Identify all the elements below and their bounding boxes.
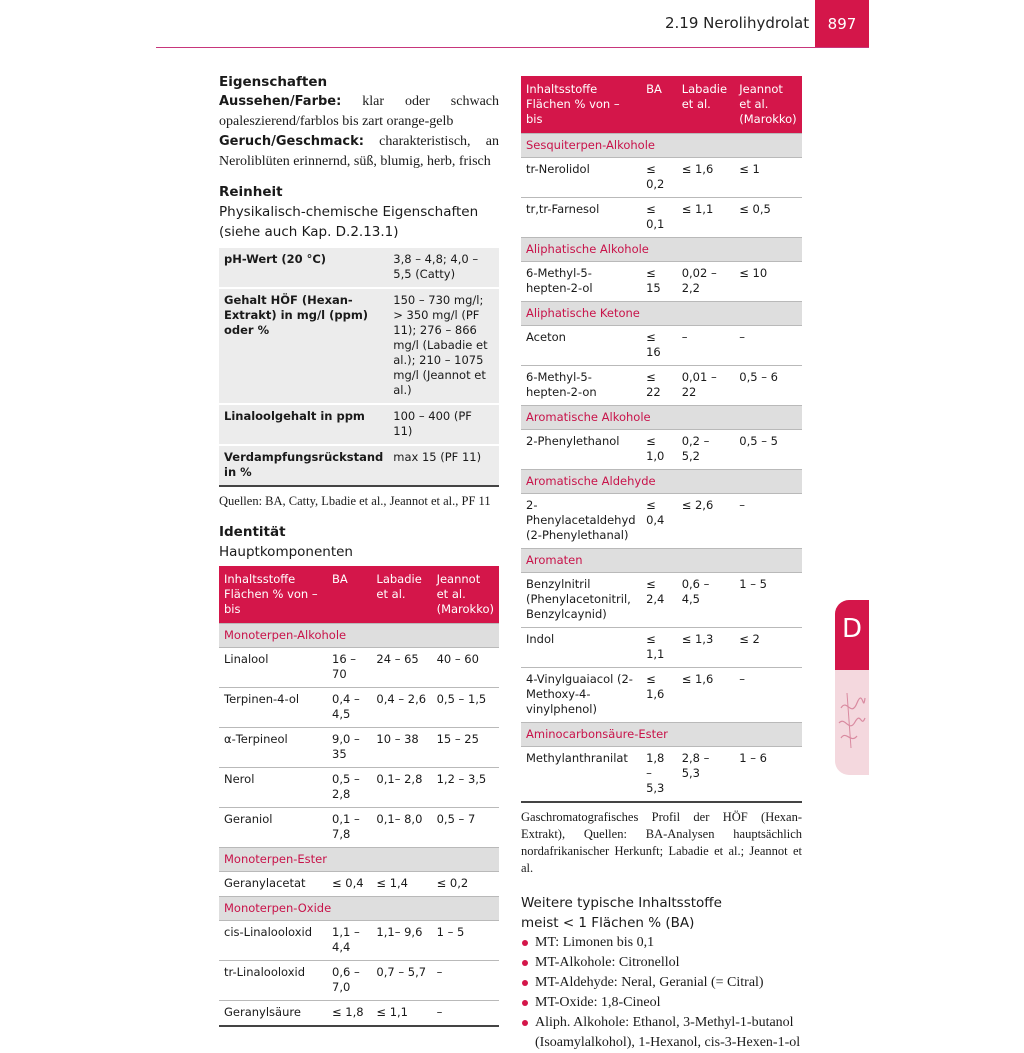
column-header: BA (327, 566, 371, 624)
column-header: Labadie et al. (371, 566, 431, 624)
left-column (219, 72, 499, 1027)
table-row (219, 728, 499, 768)
further-components-list (521, 933, 802, 1053)
section-label: Aromatische Alkohole (521, 406, 802, 430)
component-value: ≤ 1,1 (677, 198, 735, 238)
component-value: 0,2 – 5,2 (677, 430, 735, 470)
component-value: ≤ 1,3 (677, 628, 735, 668)
component-value: 40 – 60 (432, 648, 499, 688)
table-section-row (219, 897, 499, 921)
physico-chemical-table (219, 246, 499, 487)
table-row (521, 198, 802, 238)
table-header-row (521, 76, 802, 134)
table-section-row (521, 470, 802, 494)
component-name: tr-Nerolidol (521, 158, 641, 198)
running-head: 2.19 Nerolihydrolat (665, 14, 810, 32)
component-value: 0,5 – 1,5 (432, 688, 499, 728)
component-value: ≤ 2,6 (677, 494, 735, 549)
table-row (219, 445, 499, 486)
property-label: Gehalt HÖF (Hexan-Extrakt) in mg/l (ppm) oder % (219, 288, 388, 404)
table-row (521, 573, 802, 628)
column-header: Labadie et al. (677, 76, 735, 134)
table-row (219, 247, 499, 288)
component-value: 0,1– 8,0 (371, 808, 431, 848)
table-header-row (219, 566, 499, 624)
table-row (219, 961, 499, 1001)
component-value: – (432, 1001, 499, 1027)
component-value: ≤ 0,2 (641, 158, 677, 198)
list-item (521, 953, 802, 973)
component-name: tr-Linalooloxid (219, 961, 327, 1001)
right-column (521, 76, 802, 1053)
table-row (219, 648, 499, 688)
purity-sources: Quellen: BA, Catty, Lbadie et al., Jeannot et al., PF 11 (219, 494, 491, 508)
column-header: Inhaltsstoffe Flächen % von – bis (521, 76, 641, 134)
component-name: 4-Vinylguaiacol (2-Methoxy-4-vinylphenol) (521, 668, 641, 723)
component-value: 10 – 38 (371, 728, 431, 768)
section-label: Aliphatische Alkohole (521, 238, 802, 262)
bullet-icon (522, 940, 528, 946)
component-name: Indol (521, 628, 641, 668)
page-number: 897 (815, 0, 869, 48)
component-name: Geraniol (219, 808, 327, 848)
handwriting-decoration-icon (837, 678, 867, 768)
component-value: 0,7 – 5,7 (371, 961, 431, 1001)
appearance-paragraph (219, 92, 499, 132)
component-value: 0,5 – 7 (432, 808, 499, 848)
component-value: 1 – 5 (432, 921, 499, 961)
list-item (521, 993, 802, 1013)
property-value: max 15 (PF 11) (388, 445, 499, 486)
component-value: 0,5 – 2,8 (327, 768, 371, 808)
table-section-row (219, 624, 499, 648)
component-value: 0,6 – 4,5 (677, 573, 735, 628)
table-caption: Gaschromatografisches Profil der HÖF (Hexan-Extrakt), Quellen: BA-Analysen hauptsächlich nordafrikanischer Herkunft; Labadie et al.; Jeannot et al. (521, 810, 802, 875)
component-name: 6-Methyl-5-hepten-2-ol (521, 262, 641, 302)
bullet-icon (522, 1020, 528, 1026)
component-value: ≤ 1,4 (371, 872, 431, 897)
component-value: ≤ 10 (734, 262, 802, 302)
component-value: ≤ 1,6 (677, 158, 735, 198)
section-label: Aromaten (521, 549, 802, 573)
table-row (219, 404, 499, 445)
appearance-text: klar oder schwach opaleszierend/farblos bis zart orange-gelb (219, 94, 499, 129)
property-label: pH-Wert (20 °C) (219, 247, 388, 288)
components-table-continued (521, 76, 802, 803)
list-item (521, 933, 802, 953)
component-name: Nerol (219, 768, 327, 808)
component-value: ≤ 0,1 (641, 198, 677, 238)
section-label: Aminocarbonsäure-Ester (521, 723, 802, 747)
column-header: Inhaltsstoffe Flächen % von – bis (219, 566, 327, 624)
component-name: Terpinen-4-ol (219, 688, 327, 728)
physico-chemical-table-body (219, 247, 499, 486)
component-value: 1,1 – 4,4 (327, 921, 371, 961)
component-name: Methylanthranilat (521, 747, 641, 803)
table-row (219, 288, 499, 404)
component-value: ≤ 0,4 (327, 872, 371, 897)
component-value: 24 – 65 (371, 648, 431, 688)
table-row (521, 747, 802, 803)
section-tab-letter: D (841, 614, 863, 644)
identity-subtitle: Hauptkomponenten (219, 544, 353, 560)
table-section-row (219, 848, 499, 872)
component-value: 0,1– 2,8 (371, 768, 431, 808)
table-section-row (521, 238, 802, 262)
section-label: Monoterpen-Oxide (219, 897, 499, 921)
component-value: ≤ 1 (734, 158, 802, 198)
list-item-text: Aliph. Alkohole: Ethanol, 3-Methyl-1-butanol (Isoamylalkohol), 1-Hexanol, cis-3-Hexen-1-ol (535, 1015, 801, 1050)
further-title-line2: meist < 1 Flächen % (BA) (521, 915, 695, 931)
component-name: Benzylnitril (Phenylacetonitril, Benzylcaynid) (521, 573, 641, 628)
list-item (521, 973, 802, 993)
table-section-row (521, 723, 802, 747)
purity-subtitle: Physikalisch-chemische Eigenschaften (siehe auch Kap. D.2.13.1) (219, 204, 479, 240)
header-divider (156, 47, 869, 48)
component-value: ≤ 2,4 (641, 573, 677, 628)
list-item-text: MT: Limonen bis 0,1 (535, 935, 655, 950)
table-row (521, 158, 802, 198)
column-header: Jeannot et al. (Marokko) (734, 76, 802, 134)
table-section-row (521, 549, 802, 573)
section-label: Sesquiterpen-Alkohole (521, 134, 802, 158)
component-name: cis-Linalooloxid (219, 921, 327, 961)
table-row (521, 366, 802, 406)
section-heading-properties: Eigenschaften (219, 74, 328, 90)
component-value: 0,5 – 6 (734, 366, 802, 406)
component-value: ≤ 1,8 (327, 1001, 371, 1027)
list-item-text: MT-Oxide: 1,8-Cineol (535, 995, 661, 1010)
table-row (521, 430, 802, 470)
list-item-text: MT-Alkohole: Citronellol (535, 955, 680, 970)
component-name: Linalool (219, 648, 327, 688)
component-value: ≤ 1,1 (371, 1001, 431, 1027)
odor-label: Geruch/Geschmack: (219, 134, 364, 149)
component-value: 1 – 6 (734, 747, 802, 803)
property-value: 3,8 – 4,8; 4,0 – 5,5 (Catty) (388, 247, 499, 288)
component-value: – (734, 494, 802, 549)
property-value: 100 – 400 (PF 11) (388, 404, 499, 445)
component-value: – (432, 961, 499, 1001)
component-value: – (677, 326, 735, 366)
odor-paragraph (219, 132, 499, 172)
main-components-table-body (219, 566, 499, 1026)
section-heading-purity: Reinheit (219, 184, 283, 200)
table-row (521, 628, 802, 668)
table-row (219, 688, 499, 728)
property-value: 150 – 730 mg/l; > 350 mg/l (PF 11); 276 – 866 mg/l (Labadie et al.); 210 – 1075 mg/l (Jeannot et al.) (388, 288, 499, 404)
section-heading-identity: Identität (219, 524, 286, 540)
component-value: 9,0 – 35 (327, 728, 371, 768)
list-item-text: MT-Aldehyde: Neral, Geranial (= Citral) (535, 975, 764, 990)
component-value: 0,1 – 7,8 (327, 808, 371, 848)
table-row (219, 1001, 499, 1027)
component-value: 2,8 – 5,3 (677, 747, 735, 803)
component-value: ≤ 1,1 (641, 628, 677, 668)
component-value: ≤ 2 (734, 628, 802, 668)
table-row (521, 668, 802, 723)
component-name: Aceton (521, 326, 641, 366)
components-table-continued-body (521, 76, 802, 802)
component-value: 0,01 – 22 (677, 366, 735, 406)
bullet-icon (522, 1000, 528, 1006)
component-value: 1,2 – 3,5 (432, 768, 499, 808)
component-name: 2-Phenylethanol (521, 430, 641, 470)
component-value: 16 – 70 (327, 648, 371, 688)
component-name: 6-Methyl-5-hepten-2-on (521, 366, 641, 406)
table-row (219, 768, 499, 808)
main-components-table (219, 566, 499, 1027)
component-name: 2-Phenylacetaldehyd (2-Phenylethanal) (521, 494, 641, 549)
table-row (521, 262, 802, 302)
further-title-line1: Weitere typische Inhaltsstoffe (521, 895, 722, 911)
list-item (521, 1013, 802, 1053)
odor-text: charakteristisch, an Neroliblüten erinnernd, süß, blumig, herb, frisch (219, 134, 499, 169)
component-value: 0,4 – 4,5 (327, 688, 371, 728)
section-tab (835, 600, 869, 775)
property-label: Linaloolgehalt in ppm (219, 404, 388, 445)
table-section-row (521, 134, 802, 158)
appearance-label: Aussehen/Farbe: (219, 94, 342, 109)
component-name: Geranylacetat (219, 872, 327, 897)
component-value: ≤ 0,4 (641, 494, 677, 549)
section-label: Aliphatische Ketone (521, 302, 802, 326)
component-value: ≤ 1,6 (641, 668, 677, 723)
component-value: 1 – 5 (734, 573, 802, 628)
property-label: Verdampfungsrückstand in % (219, 445, 388, 486)
component-value: ≤ 15 (641, 262, 677, 302)
component-value: 1,1– 9,6 (371, 921, 431, 961)
component-value: ≤ 16 (641, 326, 677, 366)
component-value: ≤ 0,2 (432, 872, 499, 897)
component-name: Geranylsäure (219, 1001, 327, 1027)
component-value: 15 – 25 (432, 728, 499, 768)
component-value: ≤ 1,6 (677, 668, 735, 723)
component-value: – (734, 668, 802, 723)
section-label: Aromatische Aldehyde (521, 470, 802, 494)
bullet-icon (522, 980, 528, 986)
table-row (219, 872, 499, 897)
component-value: – (734, 326, 802, 366)
column-header: Jeannot et al. (Marokko) (432, 566, 499, 624)
component-name: α-Terpineol (219, 728, 327, 768)
component-value: 0,4 – 2,6 (371, 688, 431, 728)
table-row (521, 326, 802, 366)
table-row (219, 921, 499, 961)
table-section-row (521, 406, 802, 430)
component-value: 1,8 – 5,3 (641, 747, 677, 803)
column-header: BA (641, 76, 677, 134)
component-value: ≤ 0,5 (734, 198, 802, 238)
component-value: 0,02 – 2,2 (677, 262, 735, 302)
component-value: ≤ 22 (641, 366, 677, 406)
component-value: ≤ 1,0 (641, 430, 677, 470)
table-row (219, 808, 499, 848)
bullet-icon (522, 960, 528, 966)
section-label: Monoterpen-Alkohole (219, 624, 499, 648)
table-row (521, 494, 802, 549)
component-value: 0,5 – 5 (734, 430, 802, 470)
section-label: Monoterpen-Ester (219, 848, 499, 872)
component-name: tr,tr-Farnesol (521, 198, 641, 238)
table-section-row (521, 302, 802, 326)
component-value: 0,6 – 7,0 (327, 961, 371, 1001)
